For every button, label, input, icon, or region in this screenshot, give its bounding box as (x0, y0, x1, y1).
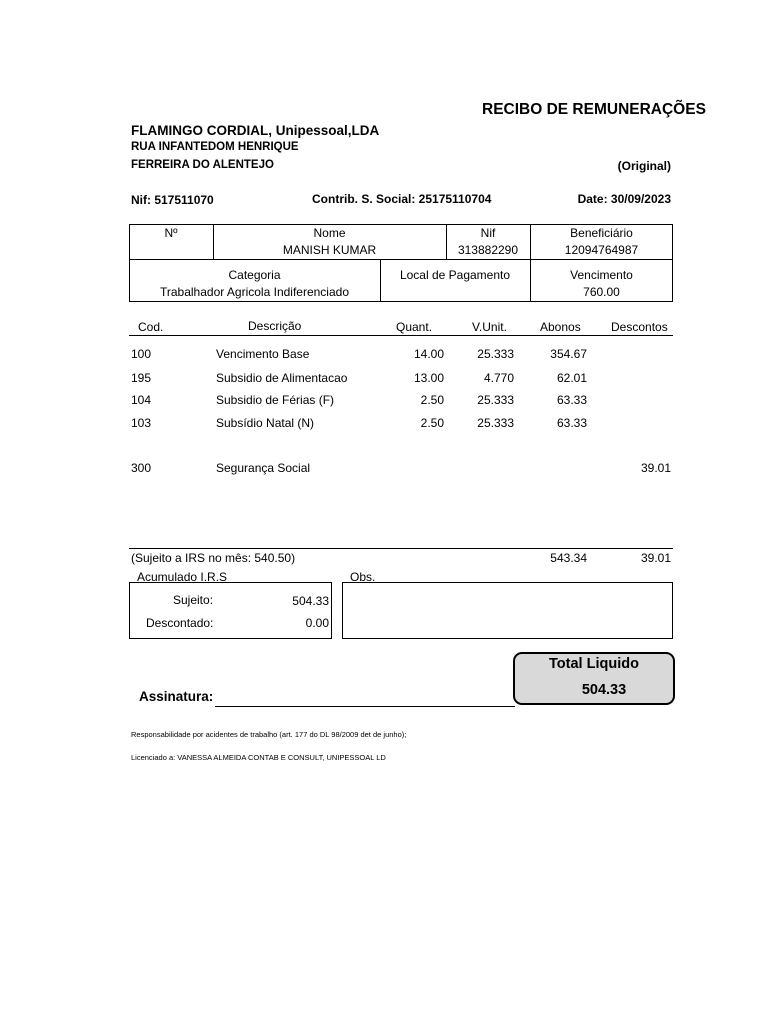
signature-label: Assinatura: (139, 689, 214, 704)
row-earnings: 63.33 (556, 416, 587, 430)
row-quantity: 2.50 (420, 393, 444, 407)
salary-value: 760.00 (583, 285, 620, 299)
row-code: 100 (131, 347, 152, 361)
footer-liability-note: Responsabilidade por acidentes de trabalho (art. 177 do DL 98/2009 det de junho); (131, 730, 407, 739)
row-description: Vencimento Base (216, 347, 310, 361)
row-earnings: 354.67 (550, 347, 587, 361)
row-unit-value: 25.333 (477, 347, 514, 361)
row-unit-value: 25.333 (477, 416, 514, 430)
row-earnings: 62.01 (556, 371, 587, 385)
employee-name-label: Nome (313, 226, 346, 240)
totals-rule (129, 548, 673, 549)
row-description: Subsidio de Férias (F) (216, 393, 335, 407)
footer-license-note: Licenciado a: VANESSA ALMEIDA CONTAB E CONSULT, UNIPESSOAL LD (131, 753, 386, 762)
row-unit-value: 4.770 (483, 371, 514, 385)
col-header-code: Cod. (138, 320, 164, 334)
table-header-rule (129, 335, 673, 336)
obs-label: Obs. (350, 570, 376, 584)
salary-label: Vencimento (570, 268, 633, 282)
row-code: 104 (131, 393, 152, 407)
company-name: FLAMINGO CORDIAL, Unipessoal,LDA (131, 123, 380, 138)
category-value: Trabalhador Agricola Indiferenciado (159, 285, 349, 299)
payment-location-label: Local de Pagamento (399, 268, 511, 282)
signature-line (215, 706, 515, 707)
copy-indicator: (Original) (617, 159, 671, 173)
irs-accumulated-box (129, 582, 332, 639)
row-code: 300 (131, 461, 152, 475)
col-header-description: Descrição (248, 319, 302, 333)
employee-number-label: Nº (164, 226, 178, 240)
row-deductions: 39.01 (640, 461, 671, 475)
beneficiary-label: Beneficiário (570, 226, 633, 240)
row-description: Segurança Social (216, 461, 311, 475)
row-quantity: 2.50 (420, 416, 444, 430)
company-address-line2: FERREIRA DO ALENTEJO (131, 159, 274, 171)
receipt-date: Date: 30/09/2023 (577, 192, 671, 206)
net-total-value: 504.33 (581, 682, 627, 698)
row-quantity: 14.00 (413, 347, 444, 361)
total-deductions: 39.01 (640, 551, 671, 565)
col-header-earnings: Abonos (540, 320, 581, 334)
total-earnings: 543.34 (550, 551, 587, 565)
net-total-label: Total Liquido (549, 656, 639, 672)
irs-withheld-value: 0.00 (305, 616, 329, 630)
employee-nif-label: Nif (480, 226, 496, 240)
irs-accumulated-label: Acumulado I.R.S (137, 570, 228, 584)
social-security-number: Contrib. S. Social: 25175110704 (312, 192, 492, 206)
employee-name-value: MANISH KUMAR (282, 243, 377, 257)
row-code: 195 (131, 371, 152, 385)
row-description: Subsidio de Alimentacao (216, 371, 348, 385)
category-label: Categoria (228, 268, 281, 282)
col-header-deductions: Descontos (611, 320, 668, 334)
company-nif: Nif: 517511070 (131, 193, 214, 207)
row-description: Subsídio Natal (N) (216, 416, 315, 430)
row-unit-value: 25.333 (477, 393, 514, 407)
row-quantity: 13.00 (413, 371, 444, 385)
employee-nif-value: 313882290 (457, 243, 519, 257)
receipt-title: RECIBO DE REMUNERAÇÕES (482, 101, 706, 118)
row-earnings: 63.33 (556, 393, 587, 407)
obs-box (342, 582, 673, 639)
irs-subject-label: Sujeito: (173, 593, 214, 607)
beneficiary-value: 12094764987 (564, 243, 639, 257)
row-code: 103 (131, 416, 152, 430)
col-header-unit-value: V.Unit. (472, 320, 507, 334)
irs-subject-value: 504.33 (292, 594, 329, 608)
irs-subject-note: (Sujeito a IRS no mês: 540.50) (131, 551, 296, 565)
col-header-quantity: Quant. (396, 320, 433, 334)
irs-withheld-label: Descontado: (146, 616, 214, 630)
company-address-line1: RUA INFANTEDOM HENRIQUE (131, 141, 299, 153)
